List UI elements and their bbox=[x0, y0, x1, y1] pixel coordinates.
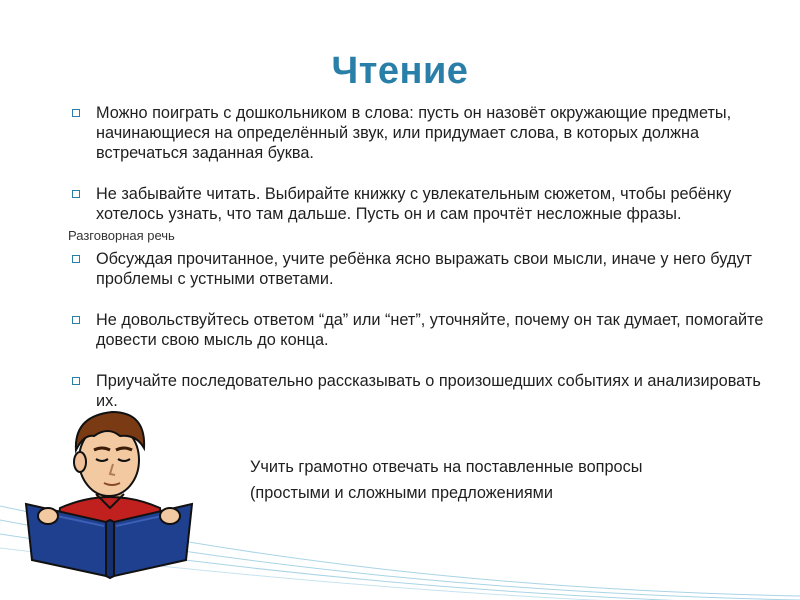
bullet-text: Не довольствуйтесь ответом “да” или “нет”, уточняйте, почему он так думает, помогайте довести свою мысль до конца. bbox=[96, 311, 764, 349]
bullet-text: Приучайте последовательно рассказывать о произошедших событиях и анализировать их. bbox=[96, 372, 761, 410]
closing-note bbox=[250, 454, 642, 506]
bullet-text: Не забывайте читать. Выбирайте книжку с увлекательным сюжетом, чтобы ребёнку хотелось узнать, что там дальше. Пусть он и сам прочтёт несложные фразы. bbox=[96, 185, 732, 223]
bullet-square-icon bbox=[72, 377, 80, 385]
bullet-square-icon bbox=[72, 109, 80, 117]
bullet-item-reading bbox=[68, 184, 768, 224]
bullet-text: Можно поиграть с дошкольником в слова: пусть он назовёт окружающие предметы, начинающиеся на определённый звук, или придумает слова, в которых должна встречаться заданная буква. bbox=[96, 104, 732, 162]
bullet-item-discussion bbox=[68, 249, 768, 289]
slide-title: Чтение bbox=[331, 50, 469, 92]
bullet-square-icon bbox=[72, 190, 80, 198]
closing-note-line: Учить грамотно отвечать на поставленные вопросы bbox=[250, 458, 643, 476]
bullet-square-icon bbox=[72, 316, 80, 324]
closing-note-line: (простыми и сложными предложениями bbox=[250, 484, 553, 502]
bullet-square-icon bbox=[72, 255, 80, 263]
bullet-item-word-game bbox=[68, 103, 768, 163]
bullet-item-yes-no bbox=[68, 310, 768, 350]
section-subheading: Разговорная речь bbox=[68, 228, 175, 243]
boy-reading-book-icon bbox=[20, 404, 200, 580]
slide-content bbox=[68, 103, 768, 411]
bullet-text: Обсуждая прочитанное, учите ребёнка ясно выражать свои мысли, иначе у него будут проблемы с устными ответами. bbox=[96, 250, 752, 288]
